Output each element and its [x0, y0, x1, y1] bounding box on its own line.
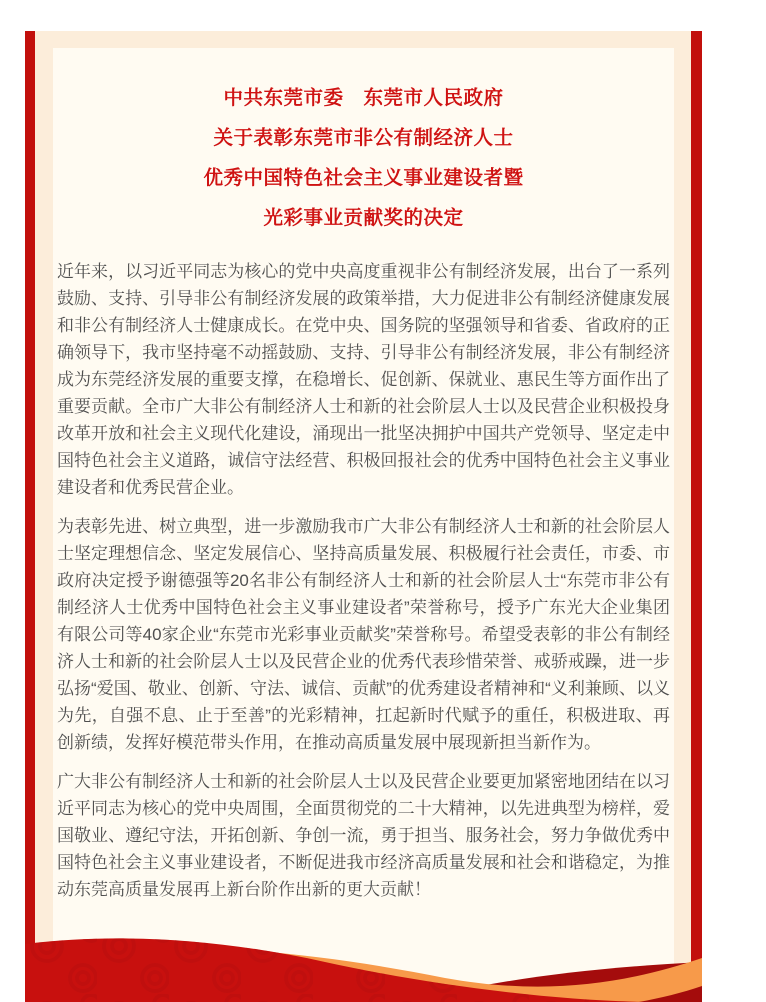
title-line-1: 中共东莞市委 东莞市人民政府	[223, 87, 504, 109]
paragraph-1: 近年来，以习近平同志为核心的党中央高度重视非公有制经济发展，出台了一系列鼓励、支持、引导非公有制经济发展的政策举措，大力促进非公有制经济健康发展和非公有制经济人士健康成长。在党中央、国务院的坚强领导和省委、省政府的正确领导下，我市坚持毫不动摇鼓励、支持、引导非公有制经济发展，非公有制经济成为东莞经济发展的重要支撑，在稳增长、促创新、保就业、惠民生等方面作出了重要贡献。全市广大非公有制经济人士和新的社会阶层人士以及民营企业积极投身改革开放和社会主义现代化建设，涌现出一批坚决拥护中国共产党领导、坚定走中国特色社会主义道路，诚信守法经营、积极回报社会的优秀中国特色社会主义事业建设者和优秀民营企业。	[57, 262, 670, 497]
paragraph-2: 为表彰先进、树立典型，进一步激励我市广大非公有制经济人士和新的社会阶层人士坚定理想信念、坚定发展信心、坚持高质量发展、积极履行社会责任，市委、市政府决定授予谢德强等20名非公有制经济人士和新的社会阶层人士“东莞市非公有制经济人士优秀中国特色社会主义事业建设者”荣誉称号，授予广东光大企业集团有限公司等40家企业“东莞市光彩事业贡献奖”荣誉称号。希望受表彰的非公有制经济人士和新的社会阶层人士以及民营企业的优秀代表珍惜荣誉、戒骄戒躁，进一步弘扬“爱国、敬业、创新、守法、诚信、贡献”的优秀建设者精神和“义利兼顾、以义为先，自强不息、止于至善”的光彩精神，扛起新时代赋予的重任，积极进取、再创新绩，发挥好模范带头作用，在推动高质量发展中展现新担当新作为。	[57, 517, 670, 752]
document-title	[57, 78, 670, 238]
title-line-3: 优秀中国特色社会主义事业建设者暨	[203, 167, 524, 189]
article-content	[53, 48, 674, 903]
document-body	[57, 258, 670, 903]
paragraph-3: 广大非公有制经济人士和新的社会阶层人士以及民营企业要更加紧密地团结在以习近平同志为核心的党中央周围，全面贯彻党的二十大精神，以先进典型为榜样，爱国敬业、遵纪守法，开拓创新、争创一流，勇于担当、服务社会，努力争做优秀中国特色社会主义事业建设者，不断促进我市经济高质量发展和社会和谐稳定，为推动东莞高质量发展再上新台阶作出新的更大贡献！	[57, 772, 670, 899]
inner-panel	[53, 48, 674, 1002]
cream-card	[35, 31, 691, 1002]
title-line-4: 光彩事业贡献奖的决定	[263, 207, 464, 229]
red-poster-frame	[25, 31, 702, 1002]
title-line-2: 关于表彰东莞市非公有制经济人士	[213, 127, 514, 149]
